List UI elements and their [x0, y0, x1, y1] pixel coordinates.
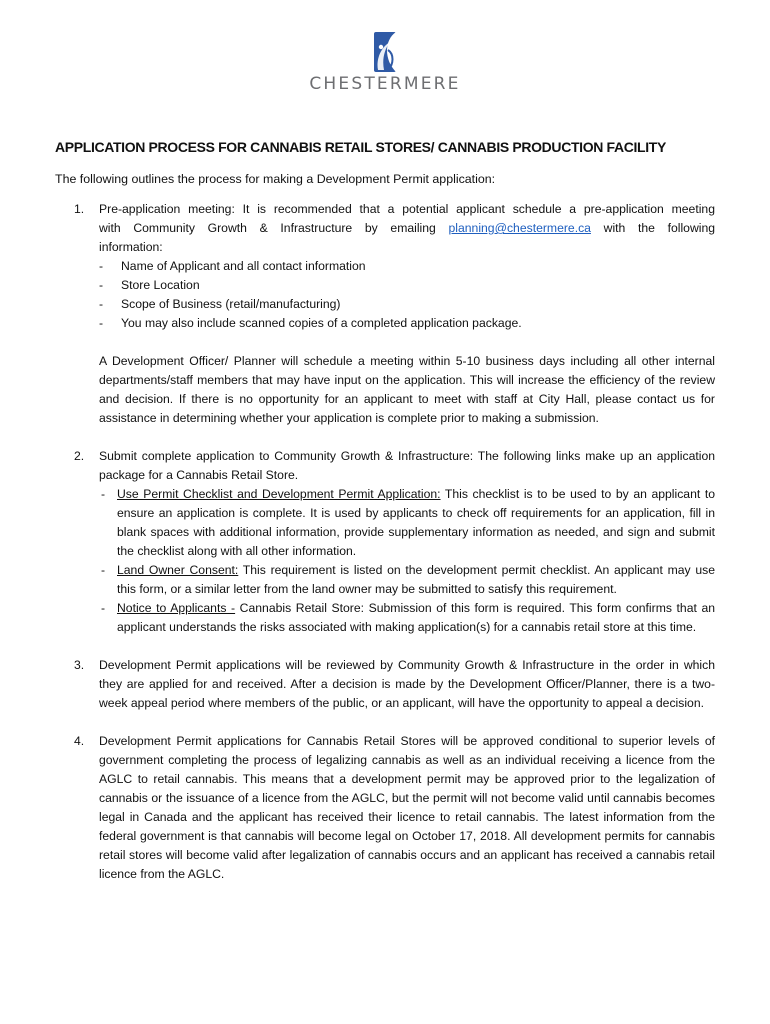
step-1-line-2: [99, 219, 715, 238]
notice-to-applicants-link[interactable]: Notice to Applicants -: [117, 601, 236, 615]
step-1-paragraph: A Development Officer/ Planner will schedule a meeting within 5-10 business days including all other internal departments/staff members that may have input on the application. This will increase the efficiency of the review and decision. If there is no opportunity for an applicant to meet with staff at City Hall, please contact us for assistance in determining whether your application is complete prior to making a submission.: [99, 354, 715, 425]
step-2-text: Submit complete application to Community Growth & Infrastructure: The following links make up an application package for a Cannabis Retail Store.: [99, 449, 715, 482]
permit-checklist-link[interactable]: Use Permit Checklist and Development Permit Application:: [117, 487, 441, 501]
land-owner-consent-link[interactable]: Land Owner Consent:: [117, 563, 239, 577]
step-3: [55, 656, 715, 713]
list-item-text: You may also include scanned copies of a completed application package.: [121, 316, 522, 330]
steps-list: [55, 200, 715, 903]
info-bullet-list: [99, 257, 715, 333]
list-item: - Notice to Applicants - Cannabis Retail Store: Submission of this form is required. This form confirms that an applicant understands the risks associated with making application(s) for a cannabis retail store at this time.: [101, 601, 716, 634]
list-item-text: Name of Applicant and all contact information: [121, 259, 366, 273]
step-number: 1.: [74, 202, 85, 216]
list-item-text: Scope of Business (retail/manufacturing): [121, 297, 341, 311]
step-1-line-2-post: with the following: [603, 221, 716, 235]
list-item-text: This requirement is listed on the development permit checklist. An applicant may use this form, or a similar letter from the land owner may be submitted to satisfy this requirement.: [117, 563, 715, 596]
step-3-text: Development Permit applications will be reviewed by Community Growth & Infrastructure in the order in which they are applied for and received. After a decision is made by the Development Officer/Planner, there is a two-week appeal period where members of the public, or an applicant, will have the opportunity to appeal a decision.: [99, 658, 715, 710]
list-item: - Name of Applicant and all contact information: [99, 259, 366, 273]
list-item: - You may also include scanned copies of a completed application package.: [99, 316, 522, 330]
step-1-line-3: information:: [99, 240, 163, 254]
logo-wordmark: CHESTERMERE: [309, 74, 461, 94]
intro-text: The following outlines the process for making a Development Permit application:: [55, 172, 496, 186]
list-item-text: This checklist is to be used to by an applicant to ensure an application is complete. It is used by applicants to check off requirements for an application, fill in blank spaces with additional information, provide supplementary information as needed, and sign and submit the checklist along with all other information.: [117, 487, 715, 558]
list-item: - Scope of Business (retail/manufacturing): [99, 297, 341, 311]
step-4: [55, 732, 715, 884]
list-item: - Land Owner Consent: This requirement is listed on the development permit checklist. An applicant may use this form, or a similar letter from the land owner may be submitted to satisfy this requirement.: [101, 563, 715, 596]
list-item-text: Cannabis Retail Store: Submission of this form is required. This form confirms that an applicant understands the risks associated with making application(s) for a cannabis retail store at this time.: [117, 601, 716, 634]
chestermere-logo-icon: [362, 30, 408, 76]
step-1-line-2-pre: with Community Growth & Infrastructure by emailing: [99, 221, 436, 235]
step-4-text: Development Permit applications for Cannabis Retail Stores will be approved conditional to superior levels of government completing the process of legalizing cannabis as well as an individual receiving a licence from the AGLC to retail cannabis. This means that a development permit may be approved prior to the legalization of cannabis or the issuance of a licence from the AGLC, but the permit will not become valid until cannabis becomes legal in Canada and the applicant has received their licence to retail cannabis. The latest information from the federal government is that cannabis will become legal on October 17, 2018. All development permits for cannabis retail stores will become valid after legalization of cannabis occurs and an applicant has received a cannabis retail licence from the AGLC.: [99, 734, 715, 881]
list-item-text: Store Location: [121, 278, 200, 292]
step-number: 3.: [74, 658, 85, 672]
page-title: APPLICATION PROCESS FOR CANNABIS RETAIL STORES/ CANNABIS PRODUCTION FACILITY: [55, 139, 666, 155]
list-item: - Store Location: [99, 278, 200, 292]
step-number: 2.: [74, 449, 85, 463]
header-logo: [0, 30, 770, 94]
step-number: 4.: [74, 734, 85, 748]
package-link-list: [99, 485, 715, 637]
step-2: [55, 447, 715, 637]
list-item: - Use Permit Checklist and Development Permit Application: This checklist is to be used to by an applicant to ensure an application is complete. It is used by applicants to check off requirements for an application, fill in blank spaces with additional information, provide supplementary information as needed, and sign and submit the checklist along with all other information.: [101, 487, 715, 558]
email-link[interactable]: planning@chestermere.ca: [448, 221, 591, 235]
step-1-line-1: Pre-application meeting: It is recommended that a potential applicant schedule a pre-application meeting: [99, 202, 715, 216]
step-1: [55, 200, 715, 428]
